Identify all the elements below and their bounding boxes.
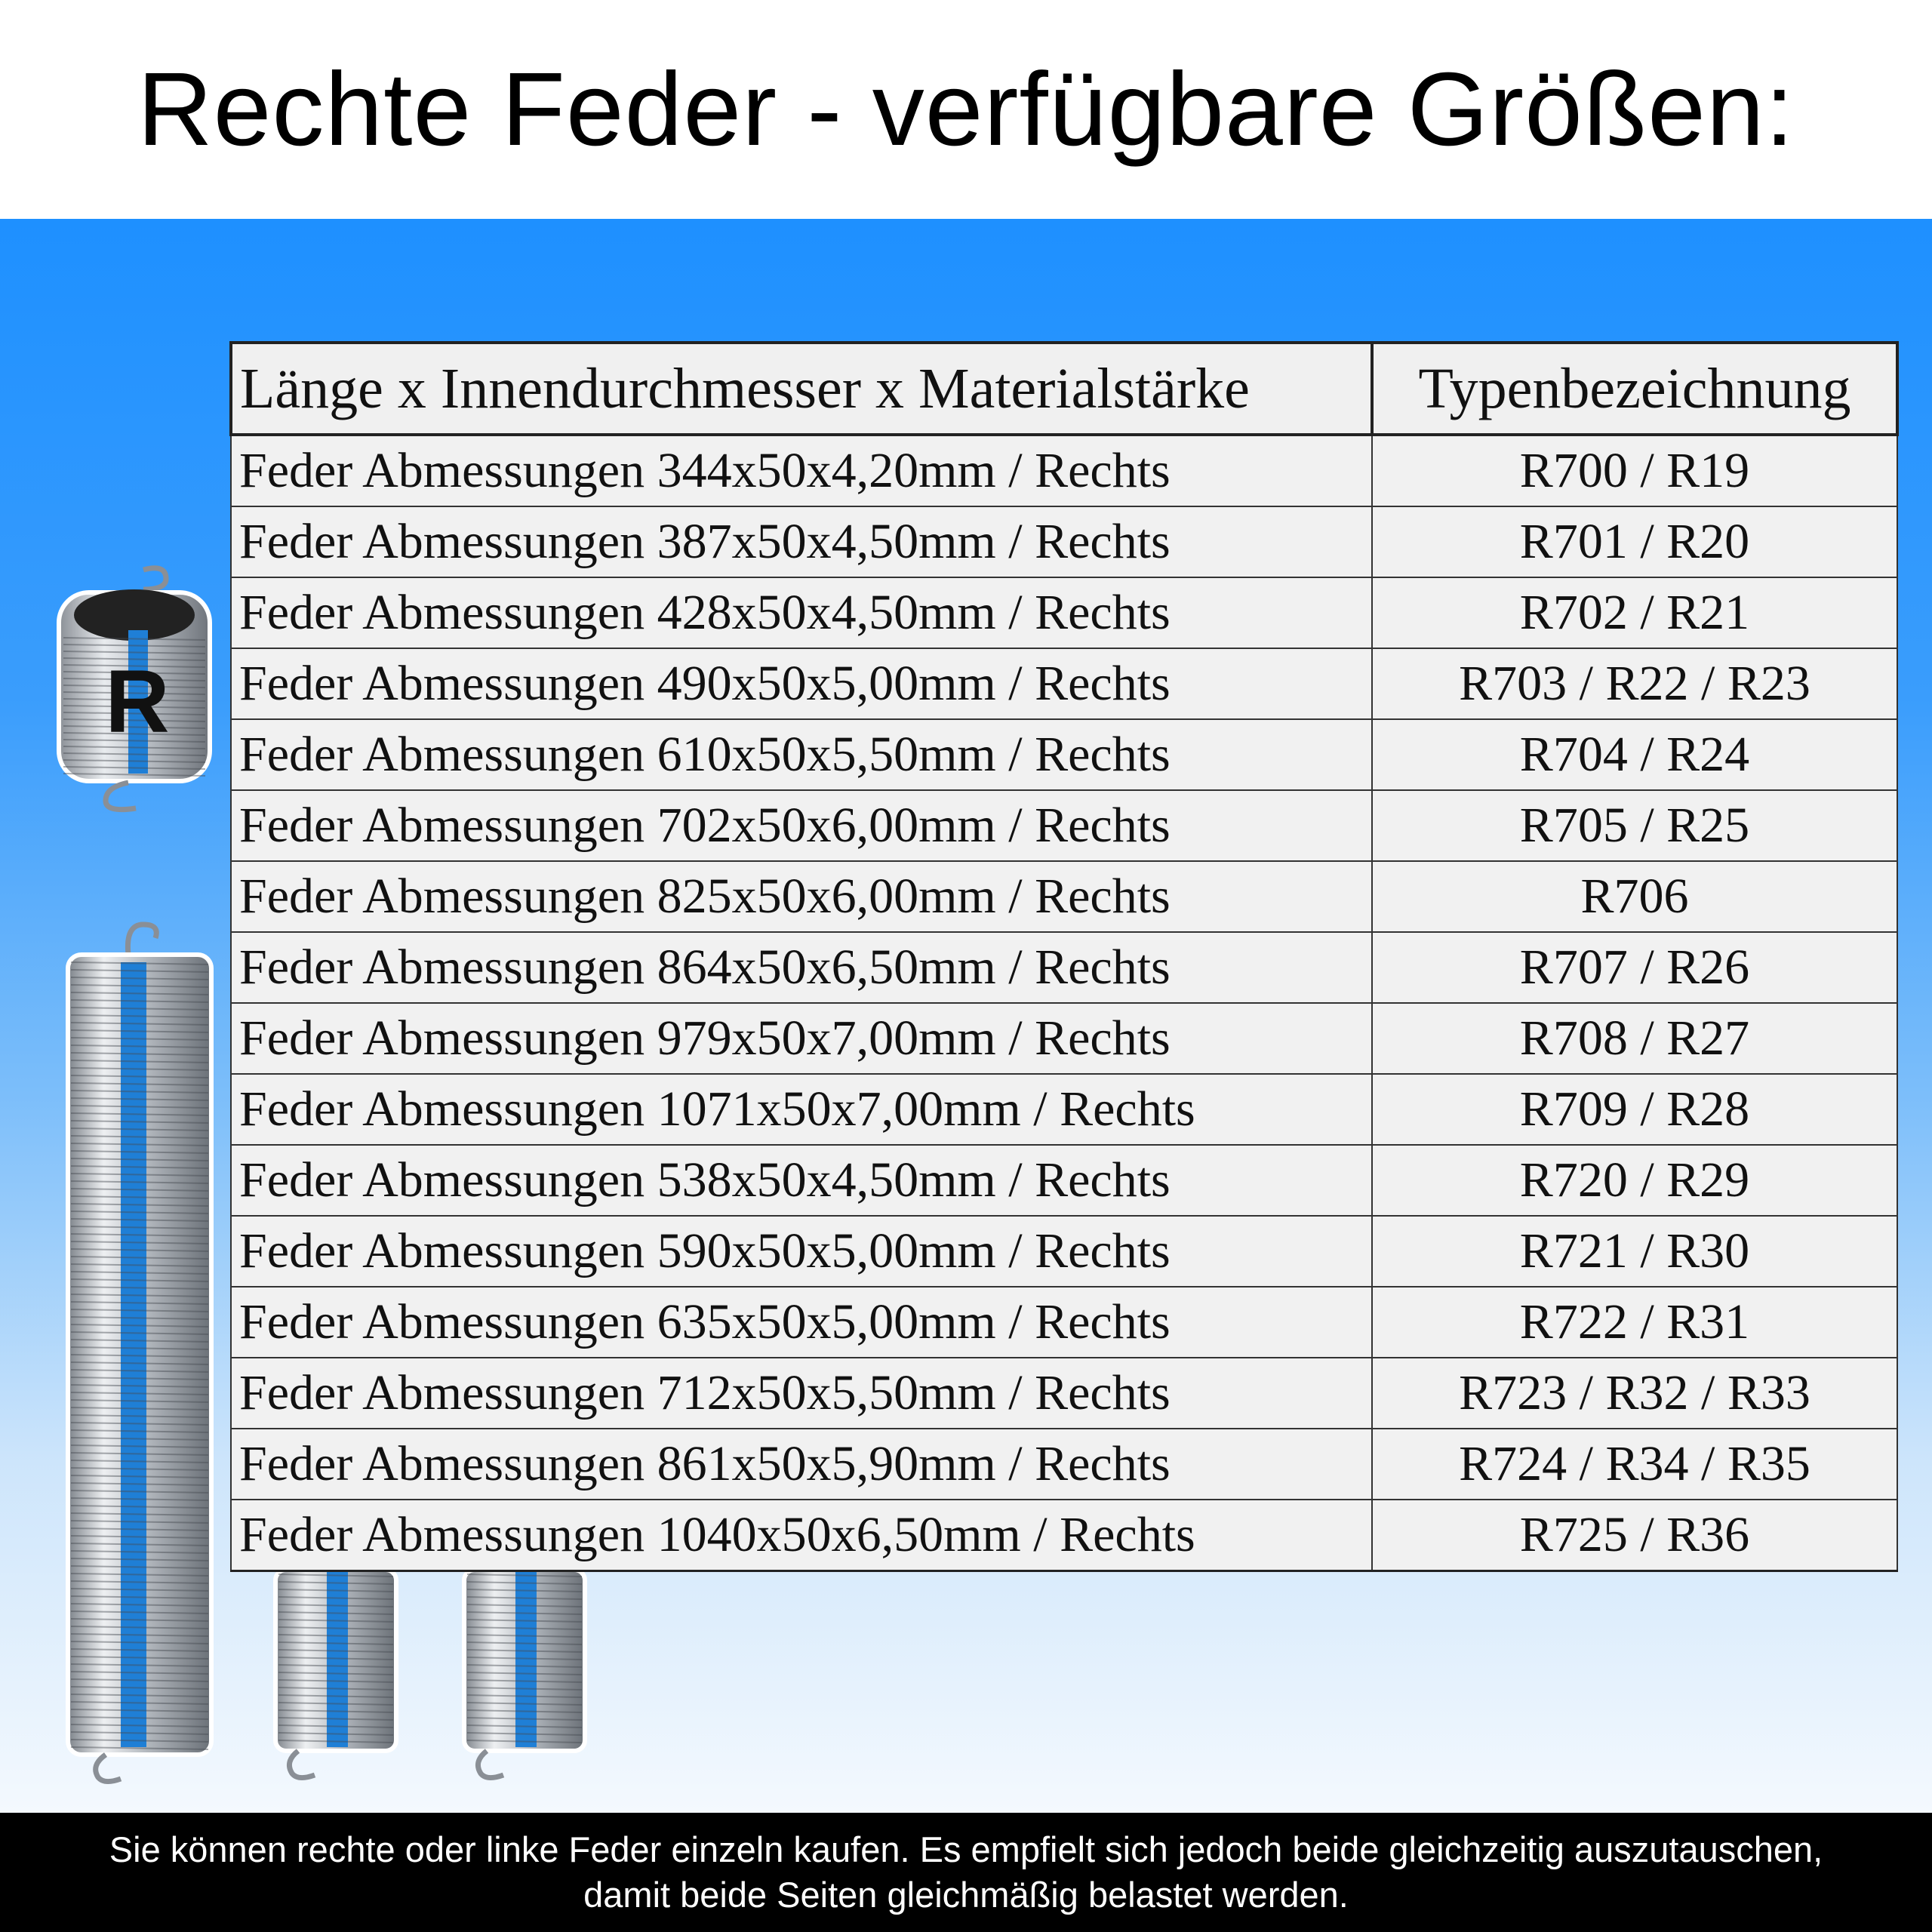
table-row [231,1358,1897,1429]
footer-line-1: Sie können rechte oder linke Feder einzeln kaufen. Es empfielt sich jedoch beide gleichzeitig auszutauschen, [109,1829,1823,1869]
long-spring-icon [60,909,219,1789]
table-row [231,719,1897,790]
dimensions-cell: Feder Abmessungen 610x50x5,50mm / Rechts [231,719,1372,790]
type-cell: R709 / R28 [1372,1074,1897,1145]
type-cell: R705 / R25 [1372,790,1897,861]
footer-line-2: damit beide Seiten gleichmäßig belastet werden. [583,1875,1349,1915]
type-cell: R723 / R32 / R33 [1372,1358,1897,1429]
type-cell: R721 / R30 [1372,1216,1897,1287]
spring-badge-letter: R [105,652,170,752]
dimensions-cell: Feder Abmessungen 864x50x6,50mm / Rechts [231,932,1372,1003]
table-row [231,1287,1897,1358]
column-header-type: Typenbezeichnung [1372,343,1897,435]
dimensions-cell: Feder Abmessungen 1071x50x7,00mm / Rechts [231,1074,1372,1145]
type-cell: R720 / R29 [1372,1145,1897,1216]
type-cell: R700 / R19 [1372,435,1897,506]
type-cell: R725 / R36 [1372,1500,1897,1571]
dimensions-cell: Feder Abmessungen 979x50x7,00mm / Rechts [231,1003,1372,1074]
table-row [231,577,1897,648]
dimensions-cell: Feder Abmessungen 702x50x6,00mm / Rechts [231,790,1372,861]
dimensions-cell: Feder Abmessungen 387x50x4,50mm / Rechts [231,506,1372,577]
table-header-row [231,343,1897,435]
medium-spring-icon [268,1570,404,1789]
table-row [231,1145,1897,1216]
page-title: Rechte Feder - verfügbare Größen: [137,51,1795,168]
dimensions-cell: Feder Abmessungen 428x50x4,50mm / Rechts [231,577,1372,648]
type-cell: R702 / R21 [1372,577,1897,648]
dimensions-cell: Feder Abmessungen 712x50x5,50mm / Rechts [231,1358,1372,1429]
table-row [231,648,1897,719]
table-row [231,1216,1897,1287]
table-row [231,1003,1897,1074]
table-row [231,861,1897,932]
dimensions-cell: Feder Abmessungen 635x50x5,00mm / Rechts [231,1287,1372,1358]
dimensions-cell: Feder Abmessungen 1040x50x6,50mm / Rechts [231,1500,1372,1571]
type-cell: R707 / R26 [1372,932,1897,1003]
medium-spring-icon [457,1570,592,1789]
type-cell: R722 / R31 [1372,1287,1897,1358]
type-cell: R701 / R20 [1372,506,1897,577]
dimensions-cell: Feder Abmessungen 861x50x5,90mm / Rechts [231,1429,1372,1500]
type-cell: R706 [1372,861,1897,932]
table-row [231,1500,1897,1571]
dimensions-cell: Feder Abmessungen 490x50x5,00mm / Rechts [231,648,1372,719]
type-cell: R724 / R34 / R35 [1372,1429,1897,1500]
short-spring-icon [53,562,219,834]
table-row [231,1074,1897,1145]
dimensions-cell: Feder Abmessungen 590x50x5,00mm / Rechts [231,1216,1372,1287]
type-cell: R704 / R24 [1372,719,1897,790]
dimensions-cell: Feder Abmessungen 344x50x4,20mm / Rechts [231,435,1372,506]
table-row [231,506,1897,577]
table-row [231,790,1897,861]
type-cell: R708 / R27 [1372,1003,1897,1074]
table-row [231,932,1897,1003]
column-header-dimensions: Länge x Innendurchmesser x Materialstärke [231,343,1372,435]
type-cell: R703 / R22 / R23 [1372,648,1897,719]
dimensions-cell: Feder Abmessungen 825x50x6,00mm / Rechts [231,861,1372,932]
dimensions-cell: Feder Abmessungen 538x50x4,50mm / Rechts [231,1145,1372,1216]
footer-note [0,1813,1932,1932]
table-row [231,435,1897,506]
spring-size-table [229,341,1899,1572]
table-row [231,1429,1897,1500]
